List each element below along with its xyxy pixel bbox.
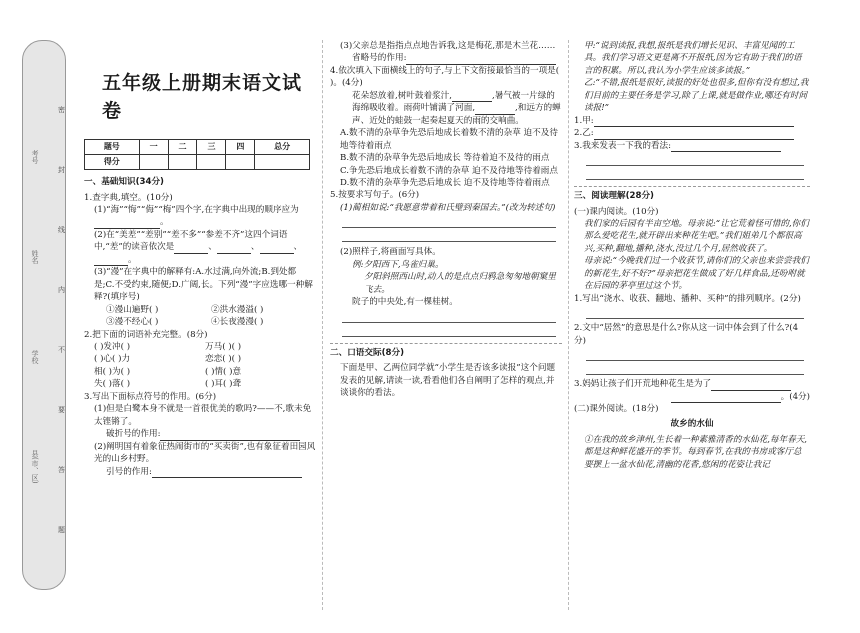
answer-line[interactable] <box>586 347 804 361</box>
word-item: 恋恋( )( ) <box>205 354 242 365</box>
answer-line[interactable] <box>586 152 804 166</box>
fold-char: 要 <box>58 406 65 414</box>
story-title: 故乡的水仙 <box>670 419 714 430</box>
binding-label-name: 姓名 <box>31 250 39 264</box>
question-stem: 4.依次填入下面横线上的句子,与上下文衔接最恰当的一项是( )。(4分) <box>330 65 560 89</box>
section-text: 下面是甲、乙两位同学就“小学生是否该多读报”这个问题发表的见解,请读一读,看看他们各自阐明了怎样的观点,并谈谈你的看法。 <box>340 363 556 398</box>
options-grid <box>84 304 316 329</box>
option: D.数不清的杂草争先恐后地成长 迫不及待地等待着雨点 <box>340 177 550 188</box>
section-heading: 三、阅读理解(28分) <box>574 191 654 202</box>
answer-blank[interactable] <box>475 114 515 115</box>
answer-blank[interactable] <box>260 253 294 254</box>
story-paragraph: ①在我的故乡津州,生长着一种素雅清香的水仙花,每年春天,都是这种鲜花盛开的季节。每到春节,在我的书房或客厅总要摆上一盆水仙花,清幽的花香,悠闲的花姿让我记 <box>584 434 808 470</box>
score-cell[interactable] <box>168 155 197 170</box>
reading-paragraph: 我们家的后园有半亩空地。母亲说:“让它荒着怪可惜的,你们那么爱吃花生,就开辟出来种花生吧。”我们姐弟几个都很高兴,买种,翻地,播种,浇水,没过几个月,居然收获了。 <box>584 218 809 254</box>
word-item: ( )耳( )聋 <box>205 379 242 390</box>
score-header: 三 <box>197 140 226 155</box>
word-completion-grid <box>84 341 316 391</box>
option: ④长夜漫漫( ) <box>211 317 264 328</box>
word-item: ( )发冲( ) <box>94 341 131 352</box>
answer-line[interactable] <box>342 214 556 228</box>
question-text: (2)照样子,将画面写具体。 <box>340 247 441 258</box>
word-item: ( )心( )力 <box>94 354 131 365</box>
question-text: (2)阐明国有着象征热闹街市的“买卖街”,也有象征着田园风光的山乡村野。 <box>94 441 316 465</box>
binding-strip <box>22 40 66 590</box>
word-item: 相( )为( ) <box>94 366 131 377</box>
prompt-text: 院子的中央处,有一棵桂树。 <box>352 297 458 308</box>
answer-blank[interactable] <box>671 402 781 403</box>
answer-blank[interactable] <box>174 253 208 254</box>
score-header: 二 <box>168 140 197 155</box>
fold-char: 密 <box>58 106 65 114</box>
option: ③漫不经心( ) <box>106 317 159 328</box>
question-text: (3)“漫”在字典中的解释有:A.水过满,向外流;B.到处都是;C.不受约束,随便;D.广阔,长。下列“漫”字应选哪一种解释?(填序号) <box>94 267 313 303</box>
example-label: 例:夕阳西下,鸟雀归巢。 <box>352 259 444 270</box>
answer-line[interactable] <box>342 228 556 242</box>
binding-label-exam-no: 考号 <box>31 150 39 164</box>
passage: 花朵怒放着,树叶鼓着浆汁, ,暑气被一片绿的海绵吸收着。雨荷叶铺满了河面, ,和远方的蝉声、近处的蛙鼓一起奏起夏天的雨的交响曲。 <box>352 90 561 126</box>
reading-paragraph: 母亲说:“今晚我们过一个收获节,请你们的父亲也来尝尝我们的新花生,好不好?”母亲把花生做成了好几样食品,还吩咐就在后园的茅亭里过这个节。 <box>584 256 809 292</box>
fold-char: 答 <box>58 466 65 474</box>
score-cell[interactable] <box>255 155 310 170</box>
section-heading: 二、口语交际(8分) <box>330 347 404 358</box>
answer-line: 1.甲: <box>574 115 810 127</box>
section-divider <box>330 343 562 344</box>
option: A.数不清的杂草争先恐后地成长着数不清的杂草 迫不及待地等待着雨点 <box>340 128 558 151</box>
question-text: (1)蔺相如说:“我愿意带着和氏璧到秦国去。”(改为转述句) <box>340 202 556 213</box>
question-stem: 1.查字典,填空。(10分) <box>84 192 173 203</box>
fold-char: 封 <box>58 166 65 174</box>
score-cell[interactable] <box>139 155 168 170</box>
answer-line[interactable] <box>586 361 804 375</box>
question-stem: 2.把下面的词语补充完整。(8分) <box>84 329 208 340</box>
example-text: 夕阳斜照西山时,动人的是点点归鸦急匆匆地朝窠里飞去。 <box>364 272 556 295</box>
column-2 <box>330 40 562 399</box>
answer-line: 2.乙: <box>574 127 810 139</box>
option: ①漫山遍野( ) <box>106 304 159 315</box>
word-item: 万马( )( ) <box>205 341 242 352</box>
word-item: 失( )落( ) <box>94 379 131 390</box>
column-divider <box>322 40 323 610</box>
speaker-yi: 乙:“不错,报纸是很好,读报的好处也很多,但你有没有想过,我们目前的主要任务是学习,除了上课,就是做作业,哪还有时间读报!” <box>584 78 809 114</box>
subsection-heading: (二)课外阅读。(18分) <box>574 403 659 414</box>
score-header: 四 <box>226 140 255 155</box>
word-item: ( )情( )意 <box>205 366 242 377</box>
column-3 <box>574 40 810 471</box>
answer-line[interactable] <box>586 166 804 180</box>
section-divider <box>574 186 810 187</box>
score-cell[interactable] <box>226 155 255 170</box>
column-divider <box>568 40 569 610</box>
fold-char: 不 <box>58 346 65 354</box>
question-text: (1)但是白鹭本身不就是一首很优美的歌吗?——不,歌未免太铿锵了。 <box>94 404 312 427</box>
score-cell[interactable] <box>197 155 226 170</box>
score-header: 总分 <box>255 140 310 155</box>
question-text: (1)“海”“悔”“侮”“梅”四个字,在字典中出现的顺序应为。 <box>94 205 299 228</box>
option: B.数不清的杂草争先恐后地成长 等待着迫不及待的雨点 <box>340 153 550 164</box>
question-text: (2)在“美差”“差别”“差不多”“参差不齐”这四个词语中,“差”的读音依次是 、 、 、。 <box>94 229 303 265</box>
option: ②洪水漫溢( ) <box>211 304 264 315</box>
fold-char: 内 <box>58 286 65 294</box>
answer-line: 省略号的作用: <box>330 52 562 64</box>
answer-blank[interactable] <box>217 253 251 254</box>
question-stem: 3.妈妈让孩子们开荒地种花生是为了 <box>574 378 810 390</box>
score-header: 题号 <box>85 140 140 155</box>
question-stem: 3.写出下面标点符号的作用。(6分) <box>84 391 217 402</box>
question-stem: 5.按要求写句子。(6分) <box>330 190 420 201</box>
score-row-label: 得分 <box>85 155 140 170</box>
binding-label-school: 学校 <box>31 350 39 364</box>
answer-line[interactable] <box>586 305 804 319</box>
answer-line: 3.我来发表一下我的看法: <box>574 140 810 152</box>
question-points: 。(4分) <box>574 391 810 403</box>
fold-char: 线 <box>58 226 65 234</box>
answer-line[interactable] <box>342 323 556 337</box>
question-stem: 1.写出“浇水、收获、翻地、播种、买种”的排列顺序。(2分) <box>574 293 801 304</box>
speaker-jia: 甲:“说到读报,我想,报纸是我们增长见识、丰富见闻的工具。我们学习语文更是离不开报纸,因为它有助于我们的语言的积累。所以,我认为小学生应该多读报。” <box>584 41 802 76</box>
answer-line: 引号的作用: <box>84 466 316 478</box>
answer-line[interactable] <box>342 309 556 323</box>
answer-line: 破折号的作用: <box>84 428 316 440</box>
section-heading: 一、基础知识(34分) <box>84 177 164 188</box>
question-text: (3)父亲总是指指点点地告诉我,这是梅花,那是木兰花…… <box>340 41 556 51</box>
question-stem: 2.文中“居然”的意思是什么?你从这一词中体会到了什么?(4分) <box>574 323 799 346</box>
score-header: 一 <box>139 140 168 155</box>
answer-blank[interactable] <box>671 151 781 152</box>
column-1 <box>84 40 316 478</box>
binding-label-county: 县(市、区) <box>31 450 39 484</box>
score-table <box>84 139 310 170</box>
fold-char: 题 <box>58 526 65 534</box>
answer-blank[interactable] <box>152 477 302 478</box>
option: C.争先恐后地成长着数不清的杂草 迫不及待地等待着雨点 <box>340 165 558 176</box>
page-title: 五年级上册期末语文试卷 <box>102 72 303 122</box>
subsection-heading: (一)课内阅读。(10分) <box>574 206 659 217</box>
